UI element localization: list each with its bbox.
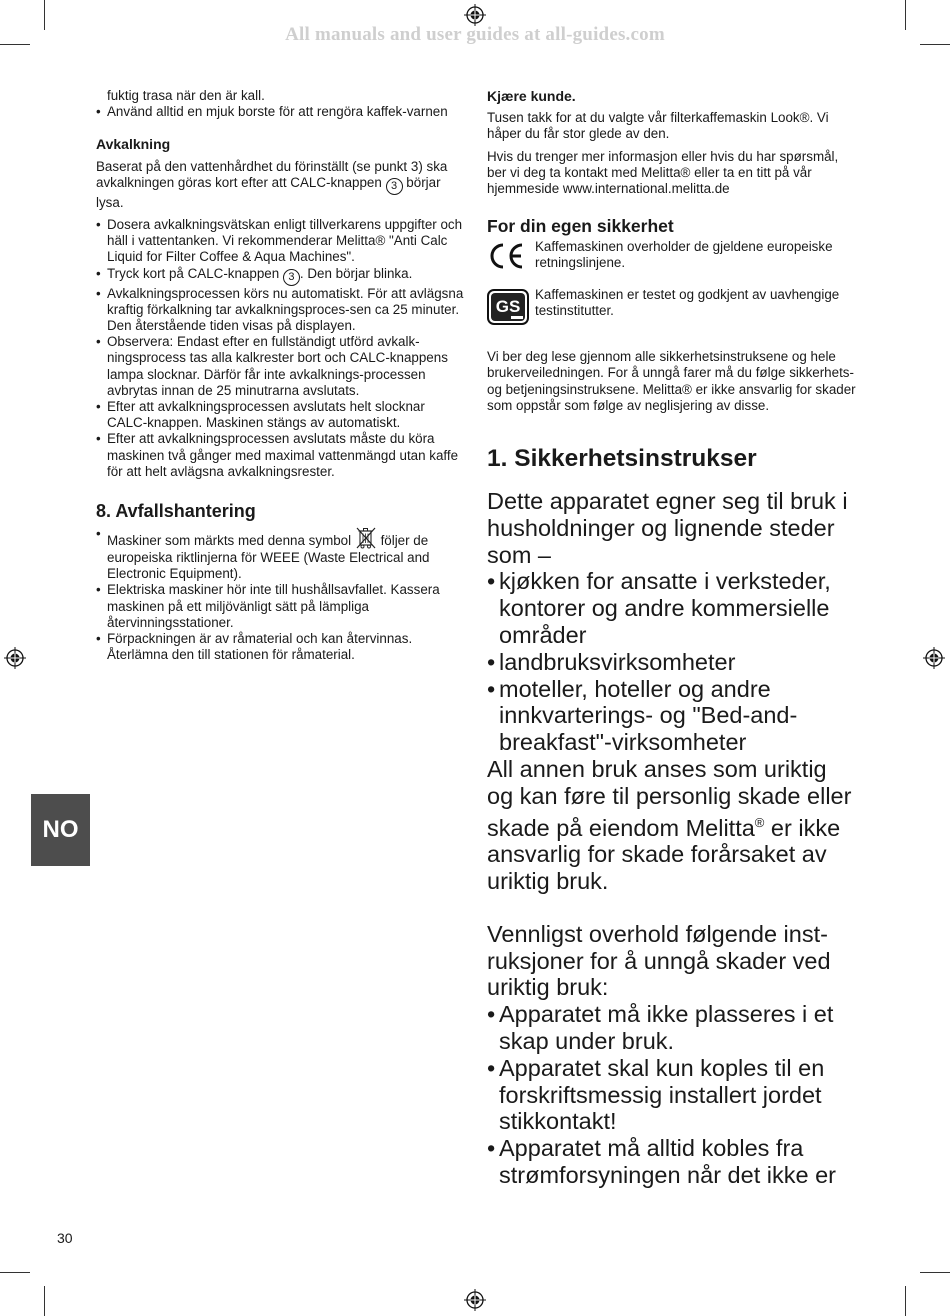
page-number: 30 [57, 1230, 73, 1246]
list-item: • Avkalkningsprocessen körs nu automatiskt. För att avlägsna kraftig förkalkning tar avkalkningsproces-sen ca 25 minuter. Den återstående tiden visas på displayen. [96, 286, 464, 335]
descaling-paragraph: Baserat på den vattenhårdhet du förinställt (se punkt 3) ska avkalkningen göras kort efter att CALC-knappen 3 börjar lysa. [96, 158, 448, 210]
paragraph: Hvis du trenger mer informasjon eller hvis du har spørsmål, ber vi deg ta kontakt med Melitta® eller ta en titt på vår hjemmeside www.international.melitta.de [487, 148, 839, 197]
list-item: • moteller, hoteller og andre innkvarterings- og "Bed-and-breakfast"-virksomheter [487, 676, 859, 756]
instructions-list [487, 1001, 859, 1189]
watermark: All manuals and user guides at all-guides.com [285, 24, 665, 45]
intro: Dette apparatet egner seg til bruk i husholdninger og lignende steder som – [487, 488, 848, 568]
calc-button-number: 3 [283, 269, 300, 286]
greeting: Kjære kunde. [487, 88, 576, 104]
list-item: • Efter att avkalkningsprocessen avslutats helt slocknar CALC-knappen. Maskinen stängs av automatiskt. [96, 399, 464, 431]
list-item: • Dosera avkalkningsvätskan enligt tillverkarens uppgifter och häll i vattentanken. Vi rekommenderar Melitta® "Anti Calc Liquid for Filter Coffee & Aqua Machines". [96, 217, 464, 266]
crop-mark [0, 1272, 30, 1273]
registration-mark-icon [464, 1289, 486, 1311]
paragraph: Vi ber deg lese gjennom alle sikkerhetsinstruksene og hele brukerveiledningen. For å unngå farer må du følge sikkerhets- og betjeningsinstruksene. Melitta® er ikke ansvarlig for skader som oppstår som følge av neglisjering av disse. [487, 349, 856, 413]
weee-bin-icon [355, 526, 377, 550]
list-item: • Observera: Endast efter en fullständigt utförd avkalk-ningsprocess tas alla kalkrester bort och CALC-knappens lampa slocknar. Därför får inte avkalknings-processen avbrytas innan de 25 minutrarna avslutats. [96, 334, 464, 399]
intro-line: fuktig trasa när den är kall. [107, 88, 265, 103]
registration-mark-icon [923, 647, 945, 669]
paragraph: Tusen takk for at du valgte vår filterkaffemaskin Look®. Vi håper du får stor glede av den. [487, 110, 829, 142]
crop-mark [905, 1286, 906, 1316]
gs-text: Kaffemaskinen er testet og godkjent av uavhengige testinstitutter. [535, 287, 840, 319]
ce-text: Kaffemaskinen overholder de gjeldene europeiske retningslinjene. [535, 239, 833, 271]
list-item: • Använd alltid en mjuk borste för att rengöra kaffek-varnen [96, 104, 464, 120]
crop-mark [44, 1286, 45, 1316]
list-item: • Apparatet skal kun koples til en forskriftsmessig installert jordet stikkontakt! [487, 1055, 859, 1135]
language-tab: NO [31, 794, 90, 866]
crop-mark [920, 1272, 950, 1273]
section-heading-waste: 8. Avfallshantering [96, 501, 256, 522]
instructions-intro: Vennligst overhold følgende inst-ruksjoner for å unngå skader ved uriktig bruk: [487, 920, 831, 1001]
calc-button-number: 3 [386, 178, 403, 195]
list-item: • Tryck kort på CALC-knappen 3 . Den börjar blinka. [96, 266, 464, 286]
list-item: • Apparatet må ikke plasseres i et skap under bruk. [487, 1001, 859, 1055]
registration-mark-icon [4, 647, 26, 669]
misuse-paragraph: All annen bruk anses som uriktig og kan føre til personlig skade eller skade på eiendom Melitta® er ikke ansvarlig for skade forårsaket av uriktig bruk. [487, 756, 852, 895]
left-column [96, 88, 464, 663]
list-item: • Elektriska maskiner hör inte till hushållsavfallet. Kassera maskinen på ett miljövänligt sätt på lämpliga återvinningsstationer. [96, 582, 464, 631]
list-item: • Efter att avkalkningsprocessen avslutats måste du köra maskinen två gånger med maximal vattenmängd utan kaffe för att helt avlägsna avkalkningsrester. [96, 431, 464, 480]
intro-list [96, 104, 464, 120]
safety-instructions [487, 488, 859, 1189]
usage-list [487, 568, 859, 756]
gs-row [487, 287, 859, 343]
registration-mark-icon [464, 4, 486, 26]
list-item: • Maskiner som märkts med denna symbol följer de europeiska riktlinjerna för WEEE (Waste Electrical and Electronic Equipment). [96, 526, 464, 582]
gs-mark-icon [487, 289, 529, 325]
section-heading-safety-instructions: 1. Sikkerhetsinstrukser [487, 445, 757, 473]
list-item: • Förpackningen är av råmaterial och kan återvinnas. Återlämna den till stationen för råmaterial. [96, 631, 464, 663]
ce-mark-icon [487, 241, 527, 271]
descaling-list [96, 217, 464, 480]
ce-row [487, 239, 859, 287]
section-heading-descaling: Avkalkning [96, 136, 171, 153]
list-item: • kjøkken for ansatte i verksteder, kontorer og andre kommersielle områder [487, 568, 859, 648]
waste-list [96, 526, 464, 663]
list-item: • Apparatet må alltid kobles fra strømforsyningen når det ikke er [487, 1135, 859, 1189]
list-item: • landbruksvirksomheter [487, 649, 859, 676]
right-column [487, 88, 859, 1189]
section-heading-safety: For din egen sikkerhet [487, 216, 674, 237]
svg-text:GS: GS [495, 297, 521, 317]
